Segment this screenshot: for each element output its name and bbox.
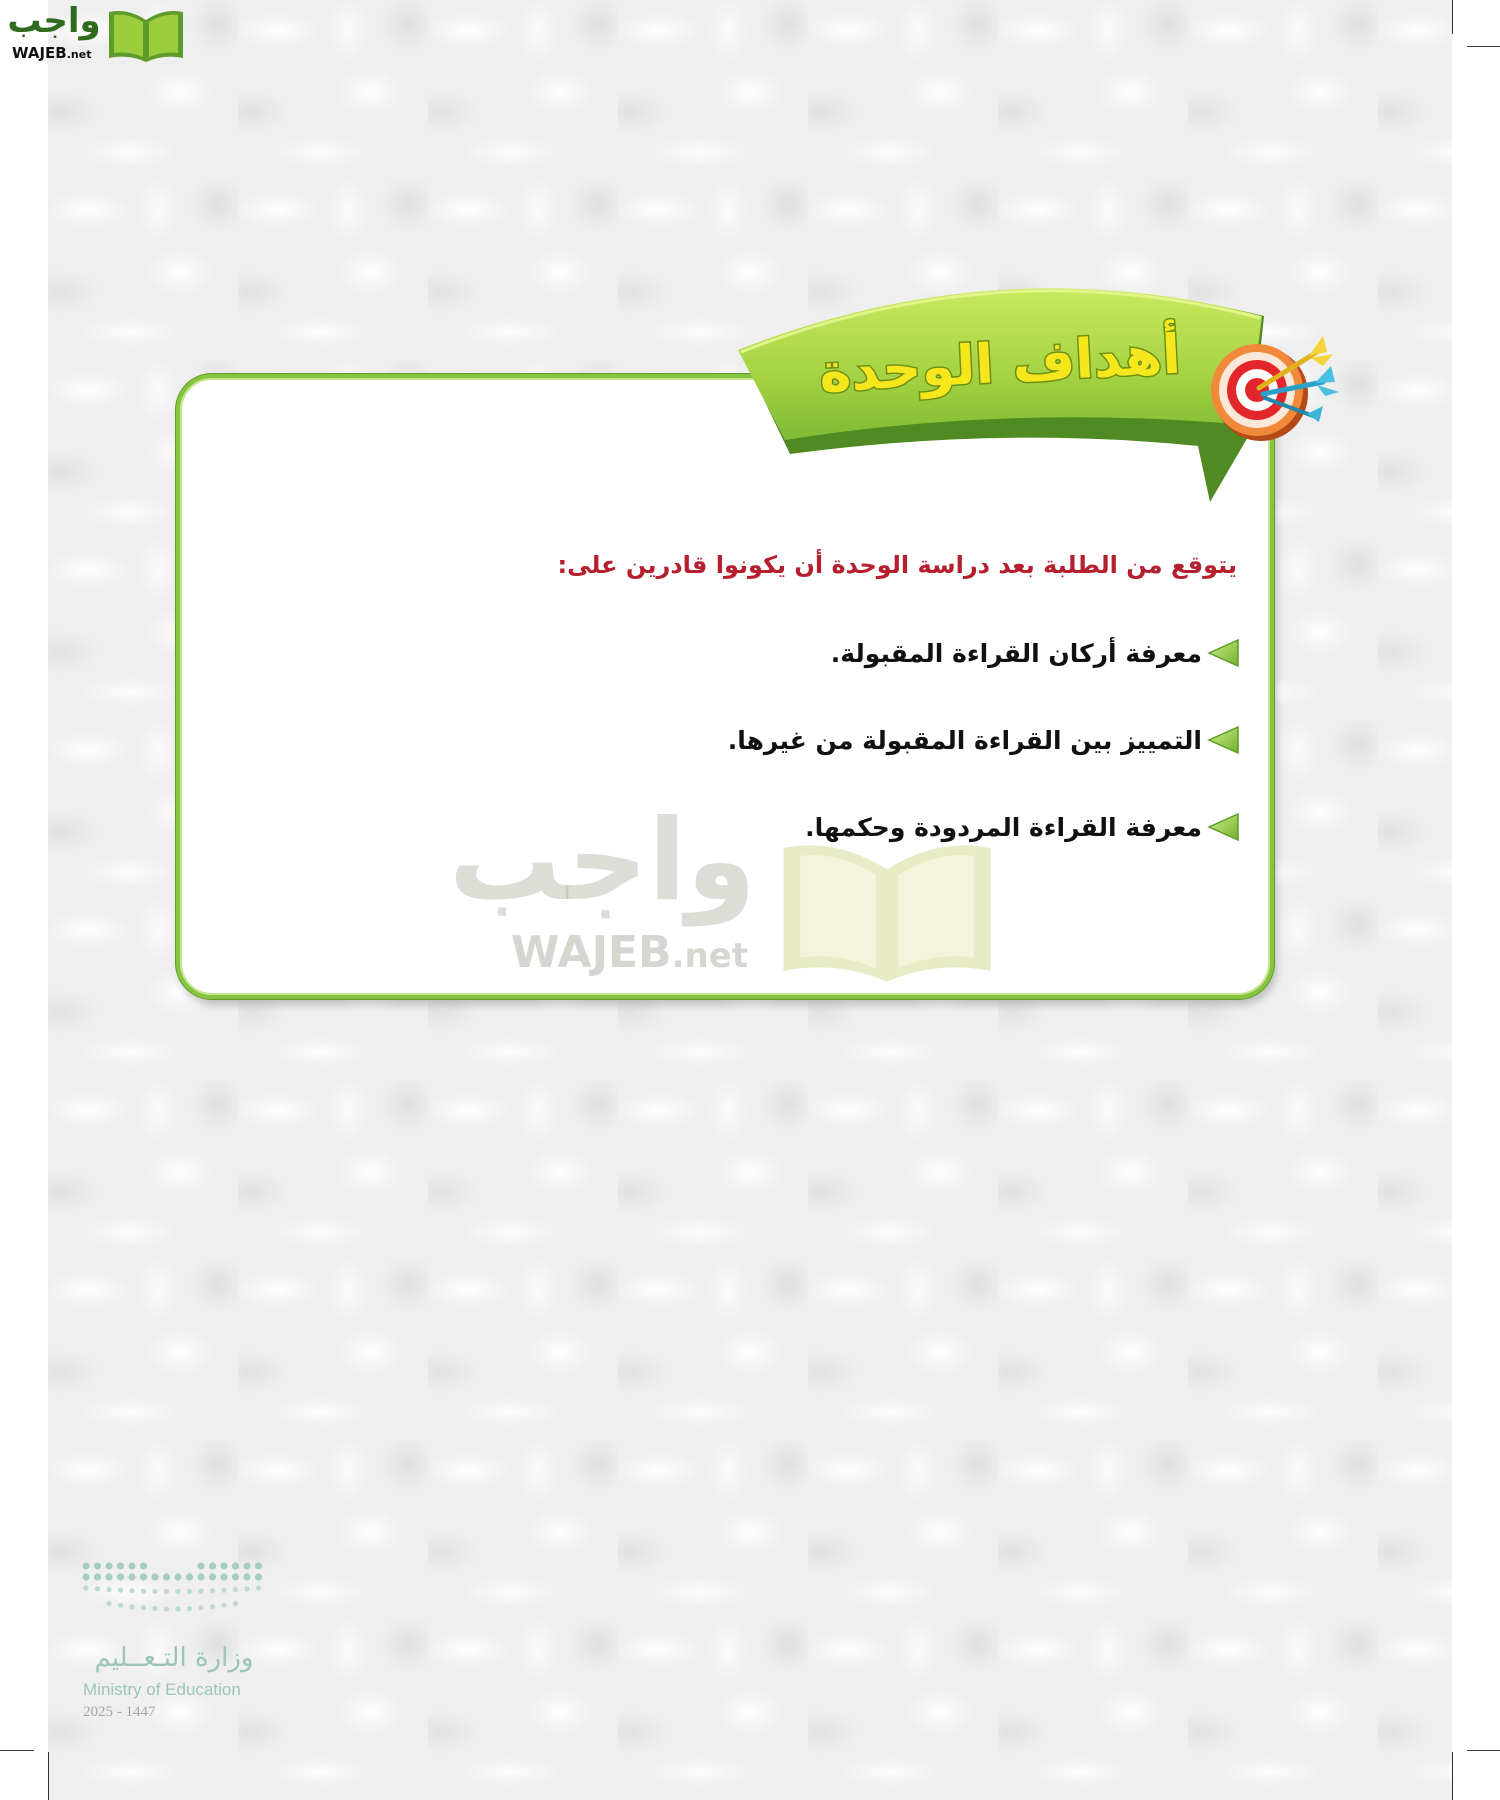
watermark-arabic: واجب <box>448 796 756 926</box>
logo-dot <box>232 1573 239 1580</box>
ministry-logo-dots <box>80 1560 270 1626</box>
logo-dot <box>128 1562 135 1569</box>
crop-mark-bottom-left-vertical <box>48 1752 49 1800</box>
logo-dot <box>187 1589 192 1594</box>
triangle-shape <box>1209 727 1238 753</box>
logo-dot <box>128 1573 135 1580</box>
wm-book-left-page <box>800 855 876 968</box>
logo-dot <box>209 1573 216 1580</box>
logo-dot <box>140 1573 147 1580</box>
site-logo-suffix: .net <box>66 48 92 61</box>
book-icon <box>106 6 186 64</box>
logo-dot <box>220 1562 227 1569</box>
logo-dot <box>118 1603 123 1608</box>
green-triangle-icon <box>1207 812 1240 842</box>
objective-item-2: التمييز بين القراءة المقبولة من غيرها. <box>727 726 1202 755</box>
site-logo-arabic: واجب <box>7 1 101 41</box>
crop-mark-top-right-vertical <box>1452 0 1453 34</box>
logo-dot <box>255 1562 262 1569</box>
logo-dot <box>129 1588 134 1593</box>
logo-dot <box>233 1601 238 1606</box>
triangle-shape <box>1209 640 1238 666</box>
watermark-latin <box>511 928 748 981</box>
book-left-page <box>114 15 143 57</box>
logo-dot <box>210 1604 215 1609</box>
logo-dot <box>232 1562 239 1569</box>
logo-dot <box>197 1562 204 1569</box>
logo-dot <box>117 1573 124 1580</box>
dart-fletching <box>1315 366 1339 396</box>
logo-dot <box>82 1562 89 1569</box>
objective-item-1: معرفة أركان القراءة المقبولة. <box>830 639 1202 668</box>
book-right-page <box>149 15 178 57</box>
logo-dot <box>95 1586 100 1591</box>
crop-mark-bottom-right-vertical <box>1452 1752 1453 1800</box>
logo-dot <box>83 1585 88 1590</box>
objectives-intro: يتوقع من الطلبة بعد دراسة الوحدة أن يكونوا قادرين على: <box>557 551 1237 579</box>
logo-dot <box>174 1573 181 1580</box>
site-logo-latin <box>12 43 91 65</box>
logo-dot <box>141 1605 146 1610</box>
logo-dot <box>106 1601 111 1606</box>
logo-dot <box>220 1573 227 1580</box>
ministry-name-arabic: وزارة التـعــليم <box>94 1643 254 1673</box>
logo-dot <box>210 1588 215 1593</box>
logo-dot <box>198 1589 203 1594</box>
logo-dot <box>243 1562 250 1569</box>
logo-dot <box>198 1605 203 1610</box>
logo-dot <box>209 1562 216 1569</box>
target-with-darts-icon <box>1205 330 1340 445</box>
crop-mark-bottom-left-horizontal <box>0 1750 34 1751</box>
triangle-shape <box>1209 814 1238 840</box>
logo-dot <box>164 1606 169 1611</box>
logo-dot <box>164 1589 169 1594</box>
watermark-book-icon <box>775 832 999 987</box>
unit-goals-title: أهداف الوحدة <box>817 322 1183 405</box>
green-triangle-icon <box>1207 638 1240 668</box>
logo-dot <box>105 1562 112 1569</box>
site-logo-brand: WAJEB <box>12 44 67 62</box>
logo-dot <box>117 1562 124 1569</box>
crop-mark-bottom-right-horizontal <box>1467 1750 1500 1751</box>
wm-book-right-page <box>898 855 974 968</box>
ministry-name-english: Ministry of Education <box>83 1680 241 1699</box>
logo-dot <box>94 1573 101 1580</box>
dart-fletching <box>1307 406 1323 422</box>
logo-dot <box>152 1606 157 1611</box>
logo-dot <box>233 1587 238 1592</box>
crop-mark-top-right-horizontal <box>1467 46 1500 47</box>
logo-dot <box>244 1586 249 1591</box>
logo-dot <box>82 1573 89 1580</box>
objective-item-3: معرفة القراءة المردودة وحكمها. <box>805 813 1202 842</box>
logo-dot <box>255 1573 262 1580</box>
logo-dot <box>106 1587 111 1592</box>
watermark-brand: WAJEB <box>511 927 672 978</box>
logo-dot <box>151 1573 158 1580</box>
logo-dot <box>221 1588 226 1593</box>
logo-dot <box>94 1562 101 1569</box>
logo-dot <box>175 1589 180 1594</box>
logo-dot <box>118 1588 123 1593</box>
dart-fletching <box>1309 336 1333 366</box>
ministry-year: 2025 - 1447 <box>83 1704 156 1720</box>
unit-goals-ribbon <box>720 240 1280 510</box>
logo-dot <box>141 1589 146 1594</box>
logo-dot <box>197 1573 204 1580</box>
logo-dot <box>187 1606 192 1611</box>
logo-dot <box>105 1573 112 1580</box>
logo-dot <box>152 1589 157 1594</box>
logo-dot <box>140 1562 147 1569</box>
watermark-suffix: .net <box>671 936 749 976</box>
logo-dot <box>256 1585 261 1590</box>
logo-dot <box>175 1606 180 1611</box>
logo-dot <box>221 1603 226 1608</box>
logo-dot <box>129 1604 134 1609</box>
green-triangle-icon <box>1207 725 1240 755</box>
logo-dot <box>163 1573 170 1580</box>
logo-dot <box>186 1573 193 1580</box>
logo-dot <box>243 1573 250 1580</box>
